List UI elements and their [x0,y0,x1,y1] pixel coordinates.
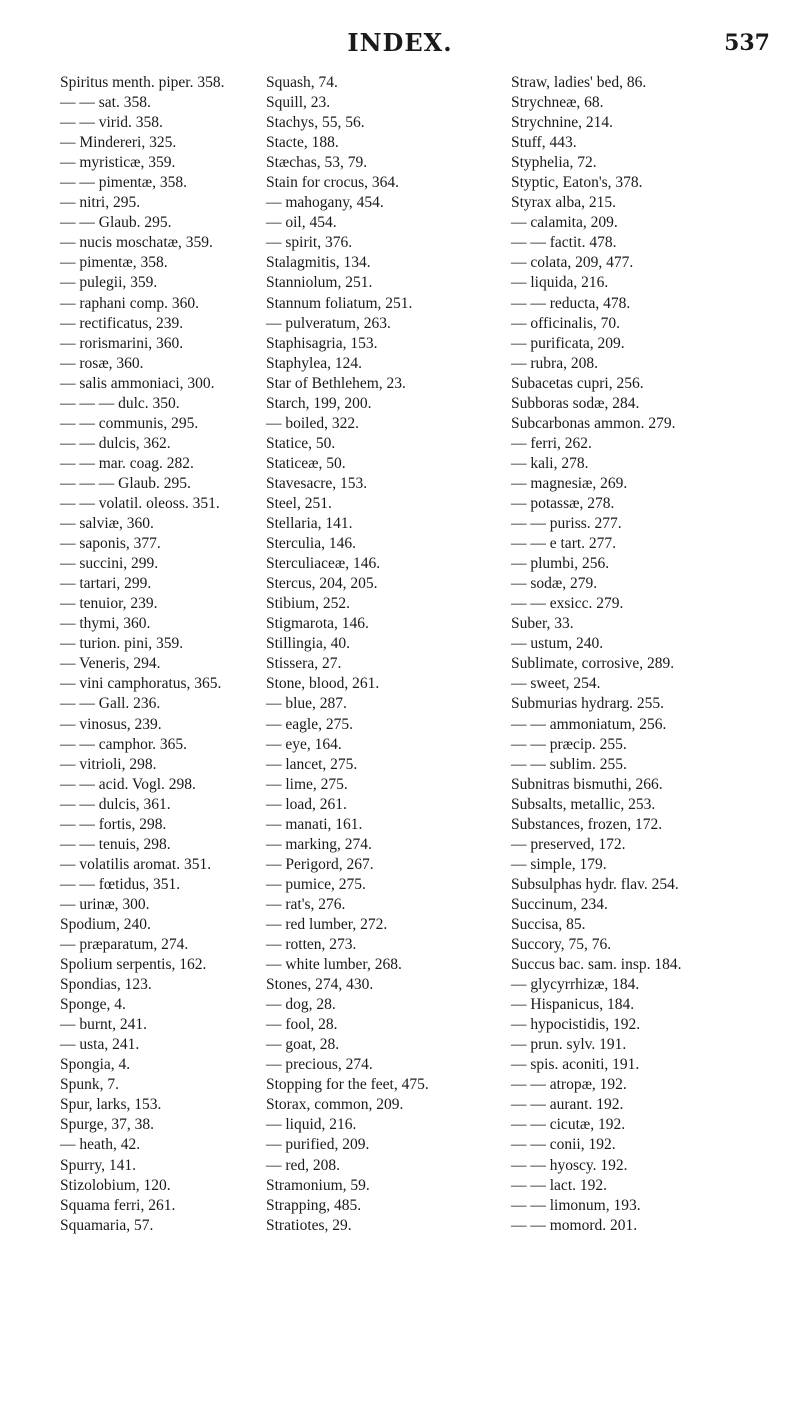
index-entry: — — communis, 295. [60,414,199,432]
index-entry: — ferri, 262. [511,434,592,452]
index-entry: Stain for crocus, 364. [266,174,400,192]
index-entry: — pimentæ, 358. [60,254,168,272]
index-entry: Subsulphas hydr. flav. 254. [511,875,679,893]
index-entry: Styphelia, 72. [511,154,597,172]
index-entry: Stannum foliatum, 251. [266,294,413,312]
index-entry: Submurias hydrarg. 255. [511,695,664,713]
index-entry: — officinalis, 70. [511,314,621,332]
index-entry: — thymi, 360. [60,615,151,633]
index-entry: — — Gall. 236. [60,695,161,713]
index-entry: — vitrioli, 298. [60,755,157,773]
index-entry: Spurge, 37, 38. [60,1116,155,1134]
index-entry: — — lact. 192. [511,1176,607,1194]
index-entry: — kali, 278. [511,454,589,472]
index-entry: Storax, common, 209. [266,1096,404,1114]
index-entry: — — Glaub. 295. [60,214,172,232]
index-entry: — — momord. 201. [511,1216,638,1234]
index-entry: — purificata, 209. [511,334,625,352]
index-entry: Stacte, 188. [266,134,339,152]
index-entry: — burnt, 241. [60,1016,147,1034]
index-entry: — sodæ, 279. [511,575,598,593]
index-columns [60,73,800,1373]
index-entry: — turion. pini, 359. [60,635,184,653]
index-entry: — marking, 274. [266,835,372,853]
index-entry: Stalagmitis, 134. [266,254,371,272]
index-entry: — pulveratum, 263. [266,314,391,332]
index-entry: — — virid. 358. [60,114,163,132]
index-entry: — lancet, 275. [266,755,358,773]
index-entry: — — sat. 358. [60,94,151,112]
index-entry: — preserved, 172. [511,835,626,853]
index-entry: — pulegii, 359. [60,274,158,292]
index-entry: — Mindereri, 325. [60,134,177,152]
index-entry: — — pimentæ, 358. [60,174,188,192]
index-entry: — rat's, 276. [266,895,346,913]
index-entry: Stachys, 55, 56. [266,114,365,132]
index-entry: Subsalts, metallic, 253. [511,795,656,813]
index-entry: — ustum, 240. [511,635,604,653]
index-entry: — — sublim. 255. [511,755,627,773]
index-entry: — Veneris, 294. [60,655,161,673]
index-entry: — usta, 241. [60,1036,140,1054]
index-entry: — — ammoniatum, 256. [511,715,667,733]
index-entry: Strychneæ, 68. [511,94,604,112]
index-entry: Suber, 33. [511,615,574,633]
index-entry: — goat, 28. [266,1036,340,1054]
index-entry: — myristicæ, 359. [60,154,176,172]
index-entry: — — acid. Vogl. 298. [60,775,196,793]
index-entry: Stavesacre, 153. [266,474,368,492]
index-entry: — — reducta, 478. [511,294,631,312]
index-entry: — pumice, 275. [266,875,366,893]
index-entry: — plumbi, 256. [511,555,610,573]
index-entry: Straw, ladies' bed, 86. [511,74,647,91]
index-entry: Styrax alba, 215. [511,194,617,212]
index-entry: — rorismarini, 360. [60,334,184,352]
index-entry: Staphylea, 124. [266,354,362,372]
index-entry: — — camphor. 365. [60,735,187,753]
index-entry: — — tenuis, 298. [60,835,171,853]
index-entry: Stopping for the feet, 475. [266,1076,429,1094]
index-entry: — rubra, 208. [511,354,598,372]
index-entry: Spodium, 240. [60,915,151,933]
index-column-3 [511,73,800,1236]
index-entry: Spur, larks, 153. [60,1096,162,1114]
index-entry: Sterculia, 146. [266,535,356,553]
index-entry: Stercus, 204, 205. [266,575,378,593]
index-entry: Stramonium, 59. [266,1176,370,1194]
index-entry: Succory, 75, 76. [511,936,612,954]
index-entry: Sublimate, corrosive, 289. [511,655,675,673]
index-entry: — red, 208. [266,1156,341,1174]
index-entry: — salis ammoniaci, 300. [60,374,215,392]
index-entry: Spondias, 123. [60,976,152,994]
index-entry: — boiled, 322. [266,414,359,432]
index-entry: — eye, 164. [266,735,342,753]
page-number: 537 [724,30,770,56]
index-entry: — salviæ, 360. [60,515,154,533]
index-entry: — lime, 275. [266,775,348,793]
index-entry: — white lumber, 268. [266,956,402,974]
index-entry: — — mar. coag. 282. [60,454,194,472]
index-entry: Staphisagria, 153. [266,334,378,352]
index-entry: — — dulcis, 362. [60,434,171,452]
running-head [0,28,800,68]
index-entry: Stissera, 27. [266,655,342,673]
index-entry: Squamaria, 57. [60,1216,154,1234]
index-entry: — Hispanicus, 184. [511,996,635,1014]
index-entry: — urinæ, 300. [60,895,150,913]
index-entry: — — fœtidus, 351. [60,875,181,893]
index-entry: Stillingia, 40. [266,635,350,653]
index-entry: — precious, 274. [266,1056,373,1074]
index-entry: Styptic, Eaton's, 378. [511,174,643,192]
index-entry: Spunk, 7. [60,1076,119,1094]
index-entry: — spirit, 376. [266,234,353,252]
index-entry: — rotten, 273. [266,936,357,954]
index-entry: — — exsicc. 279. [511,595,624,613]
index-entry: Steel, 251. [266,494,332,512]
index-entry: Sponge, 4. [60,996,126,1014]
index-entry: Succus bac. sam. insp. 184. [511,956,682,974]
index-entry: — Perigord, 267. [266,855,374,873]
index-entry: Stæchas, 53, 79. [266,154,368,172]
index-entry: — — fortis, 298. [60,815,167,833]
index-entry: — heath, 42. [60,1136,141,1154]
index-entry: — vinosus, 239. [60,715,162,733]
index-entry: — fool, 28. [266,1016,338,1034]
index-entry: Starch, 199, 200. [266,394,372,412]
index-entry: — dog, 28. [266,996,336,1014]
index-entry: Spurry, 141. [60,1156,137,1174]
index-entry: — rosæ, 360. [60,354,144,372]
index-entry: — simple, 179. [511,855,607,873]
index-entry: — — limonum, 193. [511,1196,641,1214]
index-entry: Stones, 274, 430. [266,976,374,994]
index-entry: — blue, 287. [266,695,347,713]
index-entry: Stibium, 252. [266,595,350,613]
index-entry: — glycyrrhizæ, 184. [511,976,640,994]
index-entry: Spongia, 4. [60,1056,131,1074]
index-entry: — spis. aconiti, 191. [511,1056,640,1074]
index-entry: Sterculiaceæ, 146. [266,555,381,573]
index-entry: Stigmarota, 146. [266,615,369,633]
index-entry: — eagle, 275. [266,715,353,733]
index-entry: — præparatum, 274. [60,936,189,954]
index-entry: — potassæ, 278. [511,494,615,512]
index-entry: — vini camphoratus, 365. [60,675,222,693]
index-entry: — load, 261. [266,795,347,813]
index-entry: Subnitras bismuthi, 266. [511,775,663,793]
index-entry: — — — Glaub. 295. [60,474,191,492]
index-entry: — magnesiæ, 269. [511,474,628,492]
index-entry: — tartari, 299. [60,575,152,593]
index-entry: — raphani comp. 360. [60,294,200,312]
index-entry: Stuff, 443. [511,134,577,152]
index-entry: — — volatil. oleoss. 351. [60,494,220,512]
index-entry: — saponis, 377. [60,535,161,553]
index-entry: — mahogany, 454. [266,194,384,212]
index-entry: — nitri, 295. [60,194,141,212]
index-entry: — — factit. 478. [511,234,617,252]
index-entry: Statice, 50. [266,434,336,452]
index-entry: — — e tart. 277. [511,535,617,553]
index-entry: — tenuior, 239. [60,595,158,613]
page-title: INDEX. [347,28,453,57]
index-entry: Stizolobium, 120. [60,1176,171,1194]
index-entry: Spiritus menth. piper. 358. [60,74,225,91]
index-entry: Stanniolum, 251. [266,274,373,292]
index-entry: Squash, 74. [266,74,338,91]
index-entry: — hypocistidis, 192. [511,1016,641,1034]
index-entry: Succisa, 85. [511,915,586,933]
index-entry: — — dulcis, 361. [60,795,171,813]
index-entry: — purified, 209. [266,1136,370,1154]
index-entry: — colata, 209, 477. [511,254,634,272]
index-entry: Squill, 23. [266,94,331,112]
index-entry: Stellaria, 141. [266,515,353,533]
index-entry: — — hyoscy. 192. [511,1156,628,1174]
index-entry: Star of Bethlehem, 23. [266,374,406,392]
index-entry: Subcarbonas ammon. 279. [511,414,676,432]
index-entry: Spolium serpentis, 162. [60,956,207,974]
index-entry: — — — dulc. 350. [60,394,180,412]
index-entry: Squama ferri, 261. [60,1196,176,1214]
index-entry: — — conii, 192. [511,1136,616,1154]
index-entry: — — aurant. 192. [511,1096,624,1114]
index-entry: — oil, 454. [266,214,337,232]
index-entry: Strychnine, 214. [511,114,614,132]
index-entry: — — atropæ, 192. [511,1076,627,1094]
index-entry: — red lumber, 272. [266,915,388,933]
index-entry: Stone, blood, 261. [266,675,380,693]
index-entry: — prun. sylv. 191. [511,1036,627,1054]
index-entry: Subacetas cupri, 256. [511,374,644,392]
index-entry: — nucis moschatæ, 359. [60,234,213,252]
index-entry: Strapping, 485. [266,1196,362,1214]
index-entry: — manati, 161. [266,815,363,833]
index-entry: — — puriss. 277. [511,515,622,533]
index-entry: — liquid, 216. [266,1116,357,1134]
index-entry: — rectificatus, 239. [60,314,184,332]
index-entry: Succinum, 234. [511,895,608,913]
index-entry: Staticeæ, 50. [266,454,346,472]
index-entry: — — cicutæ, 192. [511,1116,626,1134]
index-entry: — volatilis aromat. 351. [60,855,212,873]
index-entry: — sweet, 254. [511,675,601,693]
index-entry: — calamita, 209. [511,214,618,232]
index-entry: — succini, 299. [60,555,159,573]
index-entry: Stratiotes, 29. [266,1216,352,1234]
index-entry: — liquida, 216. [511,274,609,292]
index-entry: Subboras sodæ, 284. [511,394,640,412]
index-entry: — — præcip. 255. [511,735,627,753]
index-entry: Substances, frozen, 172. [511,815,663,833]
